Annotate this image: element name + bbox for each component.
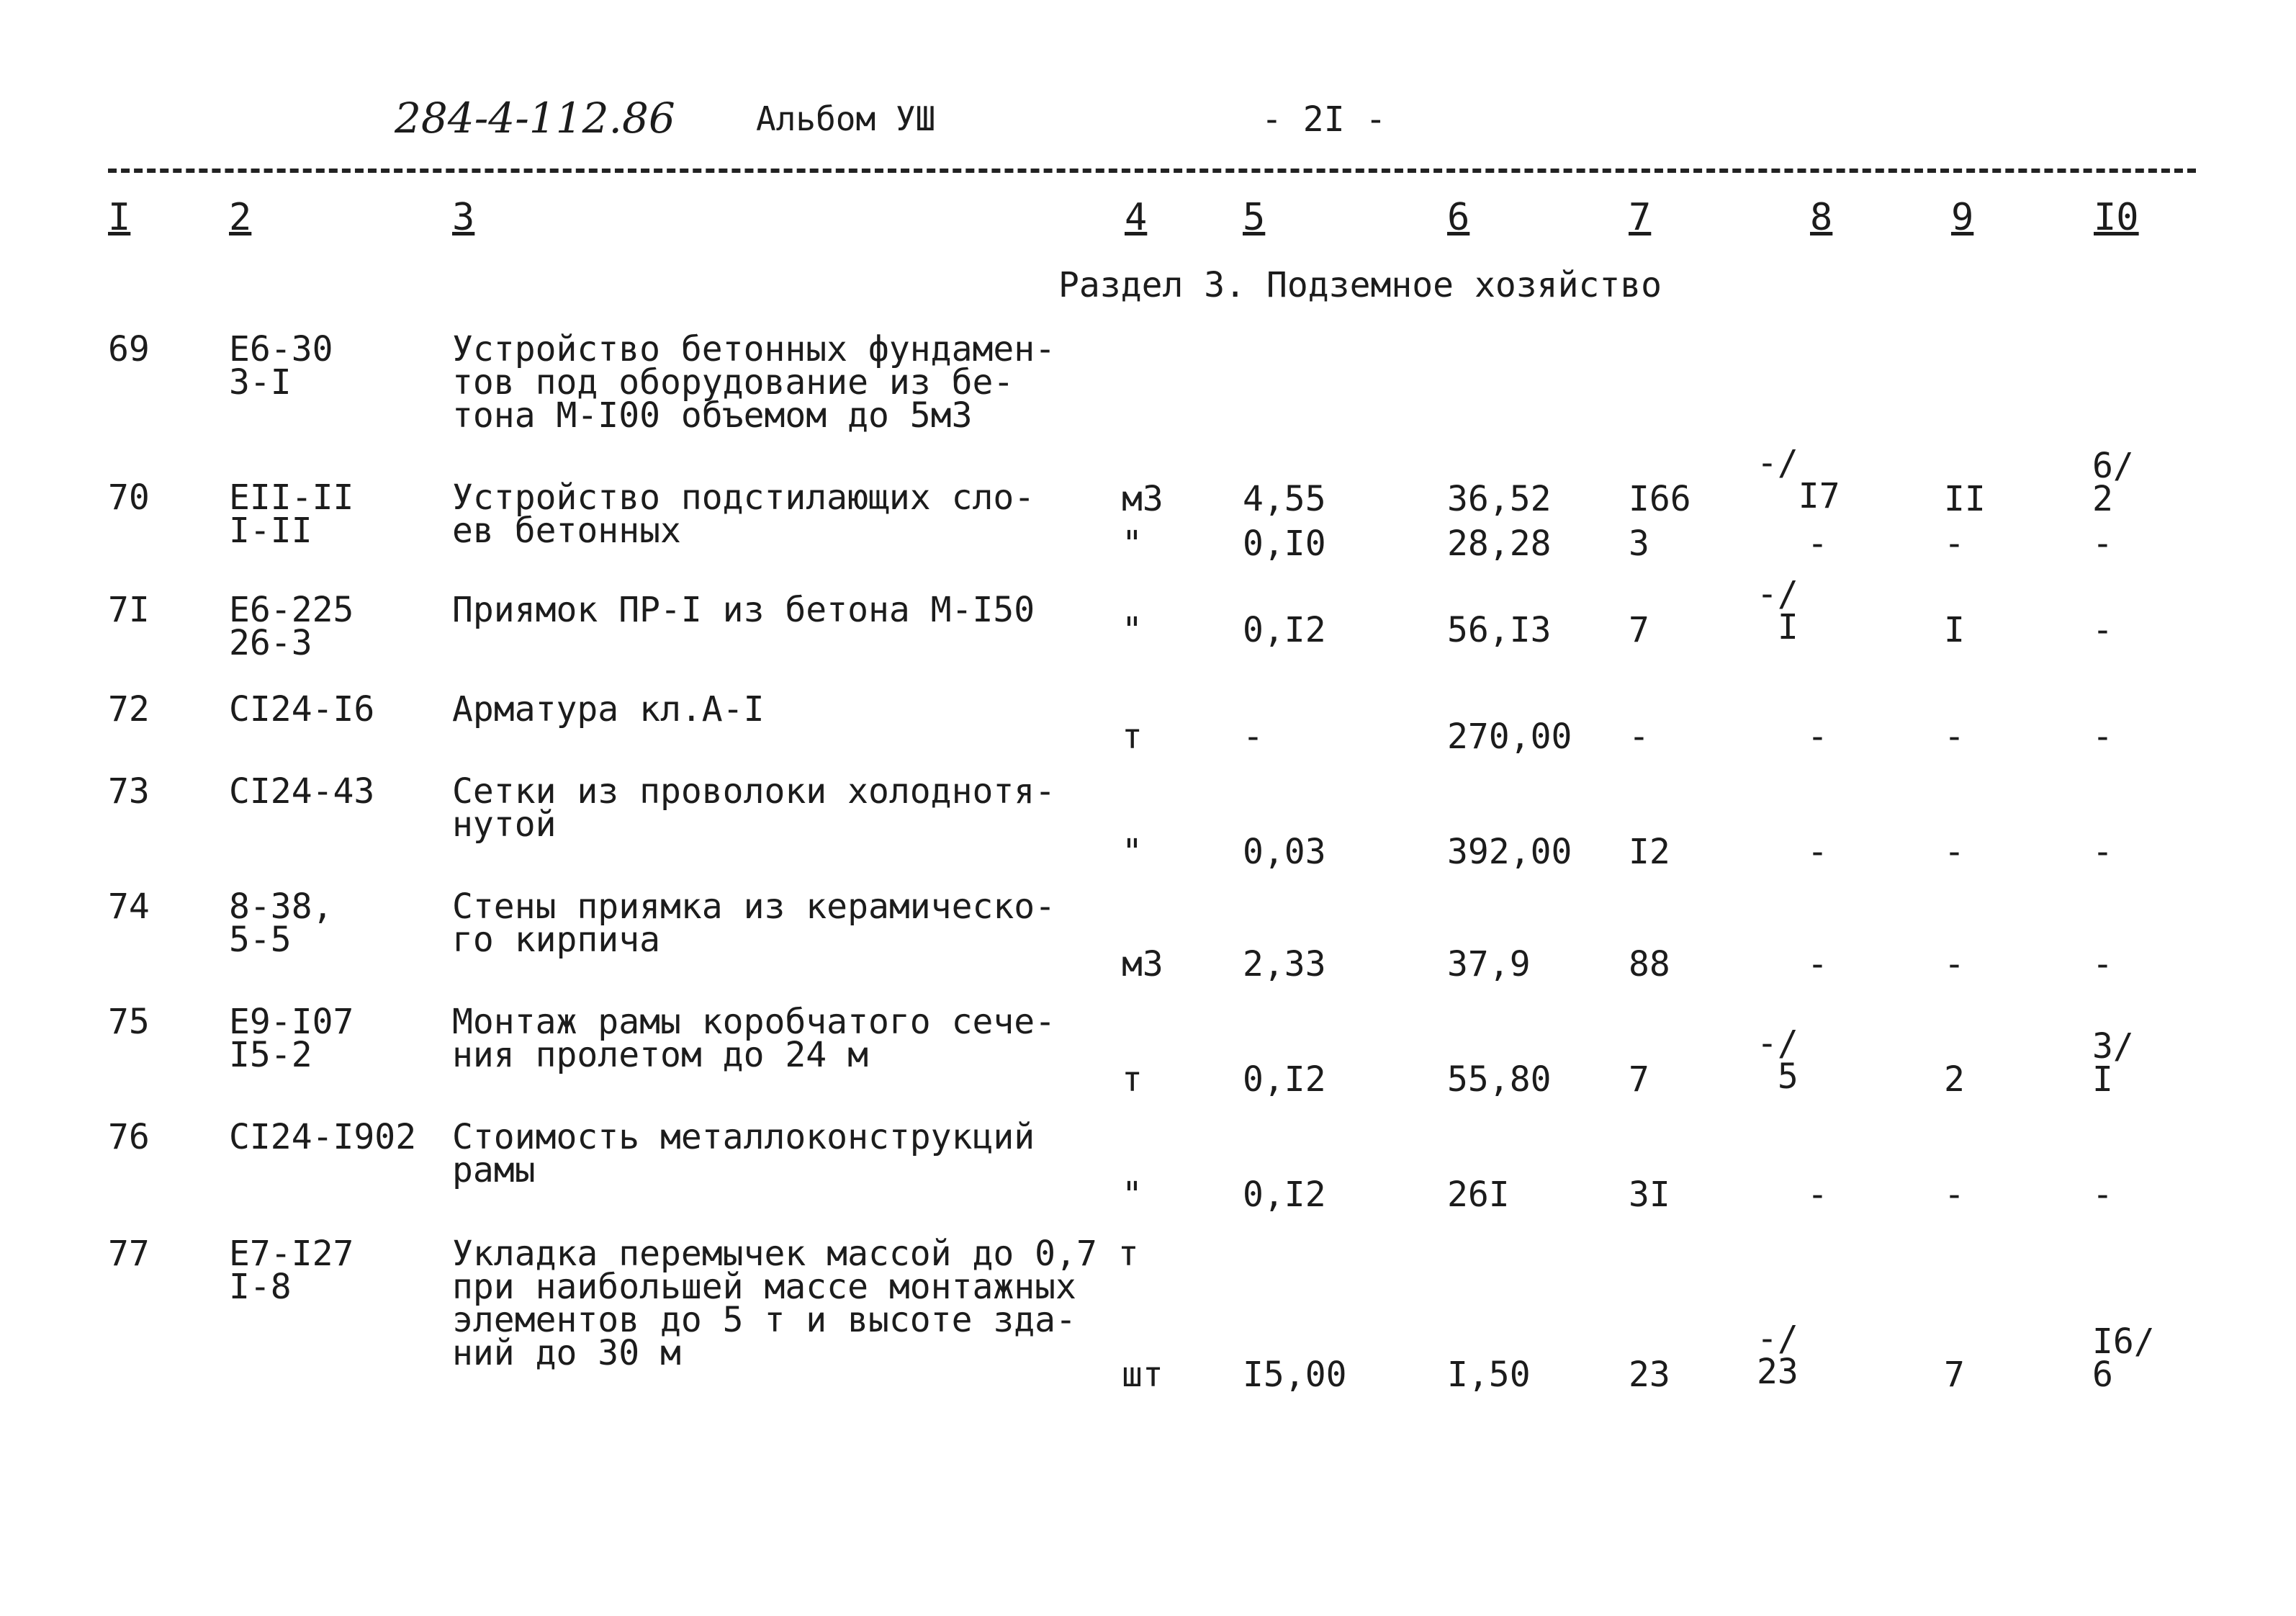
quantity-cell: 0,I2 <box>1243 1059 1326 1100</box>
total-cell: I2 <box>1629 832 1670 872</box>
total-cell: 23 <box>1629 1355 1670 1395</box>
column-9-cell: - <box>1944 944 1965 984</box>
column-9-cell: - <box>1944 524 1965 564</box>
row-number: 76 <box>108 1117 150 1157</box>
work-description: Сетки из проволоки холоднотя- нутой <box>452 771 1056 845</box>
column-10-cell: - <box>2092 944 2113 984</box>
column-9-cell: II <box>1944 479 1986 519</box>
unit-price-cell: 37,9 <box>1447 944 1531 984</box>
column-number: I0 <box>2094 196 2139 239</box>
unit-price-cell: 28,28 <box>1447 524 1552 564</box>
column-number: 9 <box>1951 196 1974 239</box>
work-description: Монтаж рамы коробчатого сече- ния пролетом до 24 м <box>452 1002 1056 1075</box>
row-number: 72 <box>108 689 150 730</box>
column-9-cell: 2 <box>1944 1059 1965 1100</box>
rate-code: 8-38, 5-5 <box>229 886 333 960</box>
column-8-cell: - <box>1807 832 1828 872</box>
unit-price-cell: 56,I3 <box>1447 610 1552 650</box>
column-9-cell: - <box>1944 1175 1965 1215</box>
column-8-cell: - <box>1807 1175 1828 1215</box>
column-number: 2 <box>229 196 252 239</box>
row-number: 75 <box>108 1002 150 1042</box>
row-number: 7I <box>108 590 150 630</box>
column-8-cell: -/ I7 <box>1757 443 1840 516</box>
total-cell: I66 <box>1629 479 1691 519</box>
quantity-cell: - <box>1243 717 1264 757</box>
column-8-cell: - <box>1807 524 1828 564</box>
rate-code: E6-30 3-I <box>229 329 333 403</box>
unit-cell: т <box>1122 717 1143 757</box>
quantity-cell: I5,00 <box>1243 1355 1347 1395</box>
column-number: 5 <box>1243 196 1266 239</box>
unit-price-cell: I,50 <box>1447 1355 1531 1395</box>
work-description: Стены приямка из керамическо- го кирпича <box>452 886 1056 960</box>
column-9-cell: I <box>1944 610 1965 650</box>
column-10-cell: - <box>2092 717 2113 757</box>
work-description: Стоимость металлоконструкций рамы <box>452 1117 1035 1190</box>
unit-cell: " <box>1122 832 1143 872</box>
column-9-cell: - <box>1944 832 1965 872</box>
column-10-cell: - <box>2092 610 2113 650</box>
row-number: 69 <box>108 329 150 369</box>
unit-cell: " <box>1122 610 1143 650</box>
column-10-cell: 6/ 2 <box>2092 446 2134 519</box>
total-cell: - <box>1629 717 1649 757</box>
column-8-cell: -/ I <box>1757 574 1798 647</box>
unit-cell: " <box>1122 1175 1143 1215</box>
column-9-cell: 7 <box>1944 1355 1965 1395</box>
quantity-cell: 0,I2 <box>1243 610 1326 650</box>
unit-cell: м3 <box>1122 479 1163 519</box>
total-cell: 88 <box>1629 944 1670 984</box>
column-number: 7 <box>1629 196 1652 239</box>
work-description: Приямок ПР-I из бетона М-I50 <box>452 590 1035 630</box>
quantity-cell: 2,33 <box>1243 944 1326 984</box>
column-10-cell: I6/ 6 <box>2092 1321 2155 1395</box>
column-8-cell: - <box>1807 944 1828 984</box>
column-10-cell: 3/ I <box>2092 1026 2134 1100</box>
row-number: 74 <box>108 886 150 927</box>
total-cell: 7 <box>1629 1059 1649 1100</box>
quantity-cell: 0,I0 <box>1243 524 1326 564</box>
work-description: Укладка перемычек массой до 0,7 т при наибольшей массе монтажных элементов до 5 т и высоте зда- ний до 30 м <box>452 1234 1139 1373</box>
column-number: 4 <box>1125 196 1148 239</box>
work-description: Устройство бетонных фундамен- тов под оборудование из бе- тона М-I00 объемом до 5м3 <box>452 329 1056 436</box>
unit-price-cell: 55,80 <box>1447 1059 1552 1100</box>
rate-code: EII-II I-II <box>229 477 354 551</box>
unit-price-cell: 26I <box>1447 1175 1510 1215</box>
column-number: 8 <box>1810 196 1833 239</box>
unit-cell: " <box>1122 524 1143 564</box>
document-code: 284-4-112.86 <box>395 94 675 143</box>
unit-price-cell: 392,00 <box>1447 832 1572 872</box>
rate-code: E6-225 26-3 <box>229 590 354 663</box>
rate-code: CI24-I902 <box>229 1117 417 1157</box>
rate-code: CI24-43 <box>229 771 375 812</box>
total-cell: 7 <box>1629 610 1649 650</box>
column-number: 6 <box>1447 196 1470 239</box>
total-cell: 3I <box>1629 1175 1670 1215</box>
row-number: 77 <box>108 1234 150 1274</box>
column-10-cell: - <box>2092 524 2113 564</box>
header-divider <box>108 169 2196 173</box>
total-cell: 3 <box>1629 524 1649 564</box>
column-8-cell: -/ 5 <box>1757 1023 1798 1097</box>
column-8-cell: -/ 23 <box>1757 1319 1798 1392</box>
column-10-cell: - <box>2092 1175 2113 1215</box>
unit-price-cell: 270,00 <box>1447 717 1572 757</box>
quantity-cell: 0,03 <box>1243 832 1326 872</box>
unit-cell: м3 <box>1122 944 1163 984</box>
quantity-cell: 0,I2 <box>1243 1175 1326 1215</box>
unit-price-cell: 36,52 <box>1447 479 1552 519</box>
rate-code: E7-I27 I-8 <box>229 1234 354 1307</box>
page-number: - 2I - <box>1261 99 1387 140</box>
unit-cell: т <box>1122 1059 1143 1100</box>
column-8-cell: - <box>1807 717 1828 757</box>
column-number: 3 <box>452 196 475 239</box>
section-title: Раздел 3. Подземное хозяйство <box>1058 265 1662 305</box>
column-number: I <box>108 196 131 239</box>
rate-code: CI24-I6 <box>229 689 375 730</box>
rate-code: E9-I07 I5-2 <box>229 1002 354 1075</box>
album-label: Альбом УШ <box>756 99 936 138</box>
column-9-cell: - <box>1944 717 1965 757</box>
row-number: 70 <box>108 477 150 518</box>
unit-cell: шт <box>1122 1355 1163 1395</box>
quantity-cell: 4,55 <box>1243 479 1326 519</box>
work-description: Устройство подстилающих сло- ев бетонных <box>452 477 1035 551</box>
work-description: Арматура кл.А-I <box>452 689 765 730</box>
row-number: 73 <box>108 771 150 812</box>
column-10-cell: - <box>2092 832 2113 872</box>
